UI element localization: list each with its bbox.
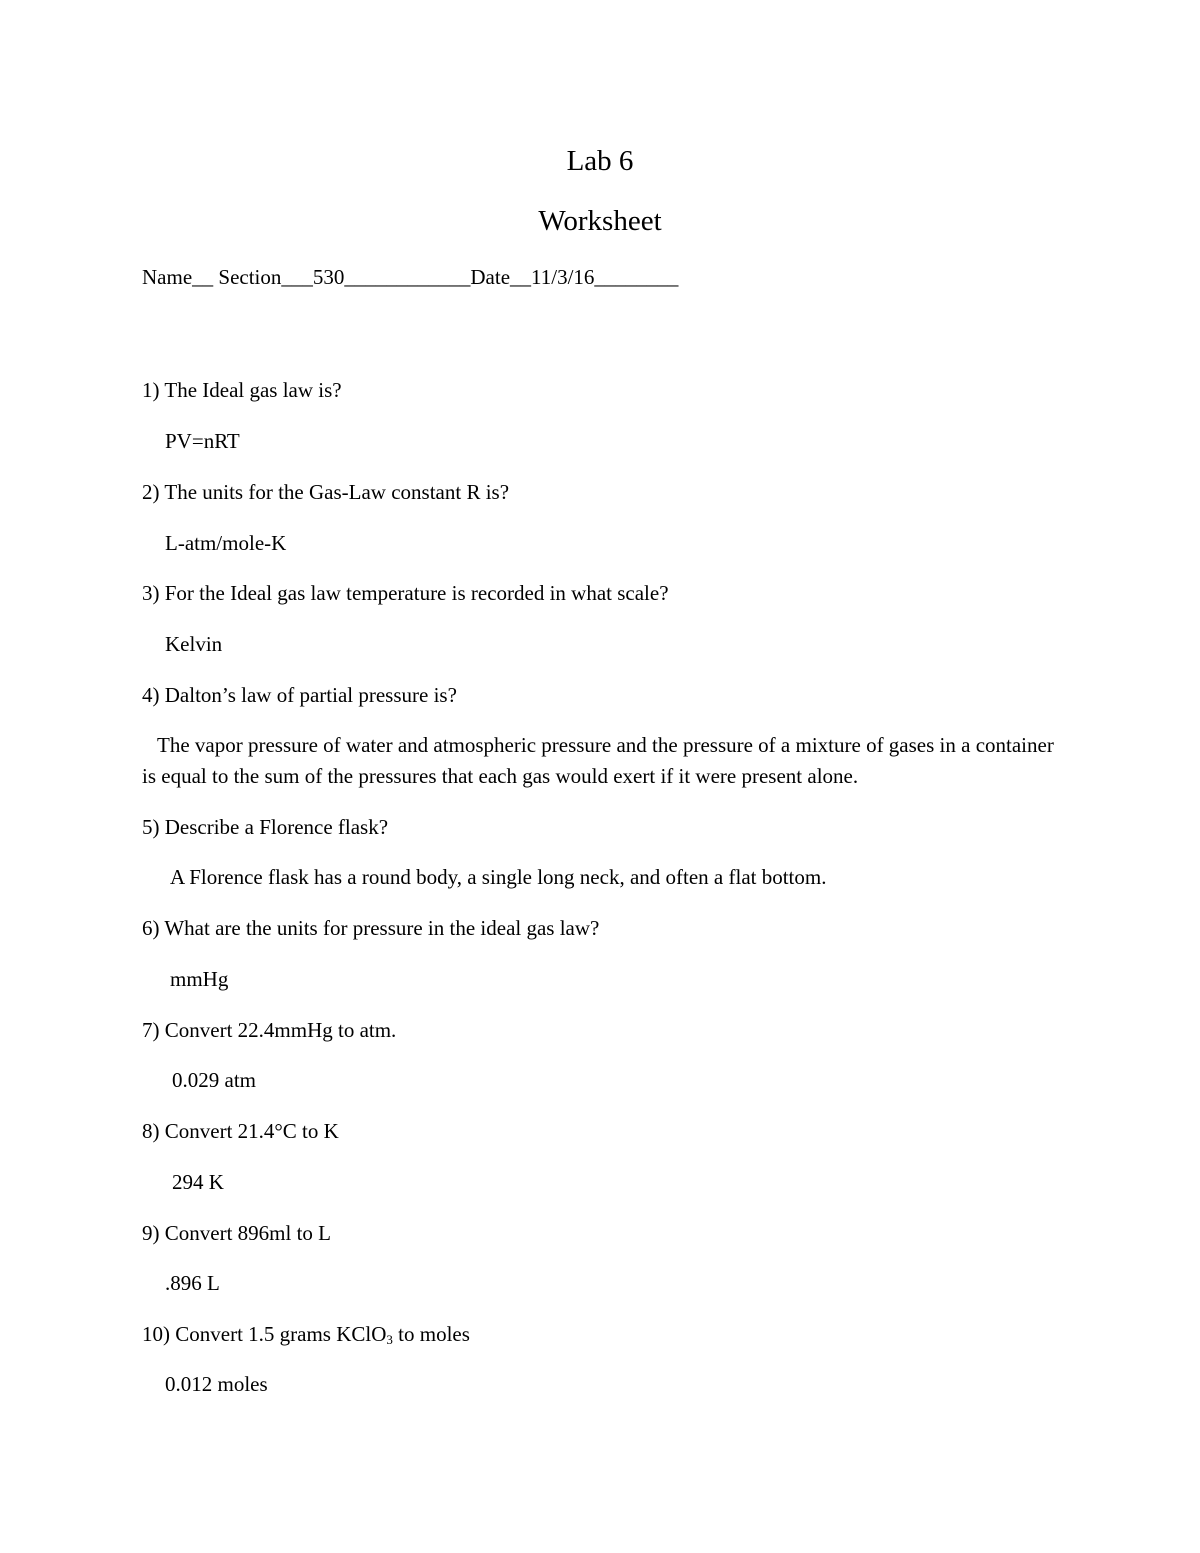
answer-7: 0.029 atm: [172, 1068, 256, 1092]
answer-5: A Florence flask has a round body, a single long neck, and often a flat bottom.: [170, 865, 827, 889]
answer-1: PV=nRT: [165, 429, 240, 453]
answer-9: .896 L: [165, 1271, 220, 1295]
answer-4: The vapor pressure of water and atmospheric pressure and the pressure of a mixture of gases in a container is equal to the sum of the pressures that each gas would exert if it were present alone.: [142, 733, 1054, 788]
page-subtitle: Worksheet: [538, 205, 662, 237]
answer-6: mmHg: [170, 967, 229, 991]
question-10-prefix: 10) Convert 1.5 grams KClO: [142, 1322, 387, 1346]
page-title: Lab 6: [566, 145, 634, 177]
question-4: 4) Dalton’s law of partial pressure is?: [142, 683, 457, 707]
answer-10: 0.012 moles: [165, 1372, 268, 1396]
name-section-date-line: Name__ Section___530____________Date__11/3/16________: [142, 265, 679, 289]
question-8: 8) Convert 21.4°C to K: [142, 1119, 339, 1143]
question-6: 6) What are the units for pressure in the ideal gas law?: [142, 916, 600, 940]
answer-2: L-atm/mole-K: [165, 531, 287, 555]
question-9: 9) Convert 896ml to L: [142, 1221, 331, 1245]
question-5: 5) Describe a Florence flask?: [142, 815, 389, 839]
question-3: 3) For the Ideal gas law temperature is recorded in what scale?: [142, 581, 669, 605]
question-1: 1) The Ideal gas law is?: [142, 378, 342, 402]
question-10-subscript: 3: [386, 1332, 393, 1347]
answer-3: Kelvin: [165, 632, 223, 656]
question-10: [142, 1321, 470, 1347]
question-2: 2) The units for the Gas-Law constant R is?: [142, 480, 510, 504]
question-10-suffix: to moles: [392, 1322, 470, 1346]
question-7: 7) Convert 22.4mmHg to atm.: [142, 1018, 397, 1042]
answer-8: 294 K: [172, 1170, 224, 1194]
